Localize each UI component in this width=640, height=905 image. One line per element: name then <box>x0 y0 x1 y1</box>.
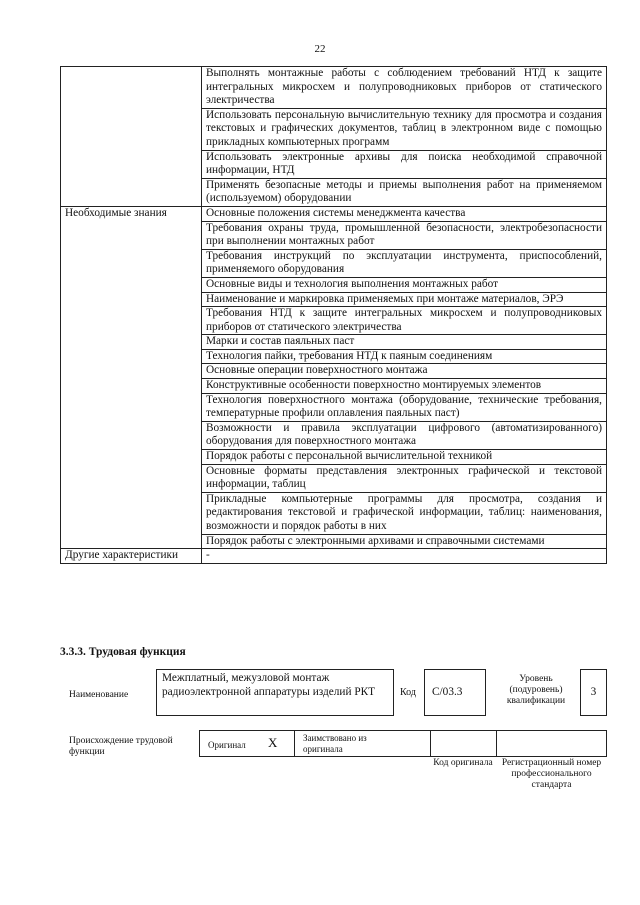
requirement-item: Требования НТД к защите интегральных микросхем и полупроводниковых приборов от статического электричества <box>202 307 607 335</box>
requirement-item: - <box>202 549 607 564</box>
level-value: 3 <box>590 686 597 698</box>
section-title: 3.3.3. Трудовая функция <box>60 646 186 658</box>
code-box <box>424 669 486 716</box>
requirement-item: Требования охраны труда, промышленной безопасности, электробезопасности при выполнении монтажных работ <box>202 221 607 249</box>
original-mark: X <box>268 735 278 750</box>
requirement-item: Использовать персональную вычислительную технику для просмотра и создания текстовых и графических документов, таблиц в электронном виде с помощью прикладных компьютерных программ <box>202 108 607 150</box>
level-label: Уровень (подуровень) квалификации <box>506 674 566 706</box>
requirement-item: Наименование и маркировка применяемых при монтаже материалов, ЭРЭ <box>202 292 607 307</box>
table-row <box>61 67 607 109</box>
requirement-item: Основные виды и технология выполнения монтажных работ <box>202 277 607 292</box>
code-caption: Код оригинала <box>433 758 493 768</box>
requirement-item: Выполнять монтажные работы с соблюдением требований НТД к защите интегральных микросхем и полупроводниковых приборов от статического электричества <box>202 67 607 109</box>
requirement-item: Основные операции поверхностного монтажа <box>202 364 607 379</box>
code-value: C/03.3 <box>432 686 463 698</box>
category-cell <box>61 67 202 207</box>
page-number: 22 <box>314 43 326 55</box>
requirement-item: Требования инструкций по эксплуатации инструмента, приспособлений, применяемого оборудования <box>202 249 607 277</box>
table-row <box>61 206 607 221</box>
requirement-item: Применять безопасные методы и приемы выполнения работ на применяемом (используемом) оборудовании <box>202 178 607 206</box>
name-label: Наименование <box>69 690 129 700</box>
requirement-item: Порядок работы с персональной вычислительной техникой <box>202 450 607 465</box>
requirement-item: Марки и состав паяльных паст <box>202 335 607 350</box>
requirement-item: Основные положения системы менеджмента качества <box>202 206 607 221</box>
reg-caption: Регистрационный номер профессионального стандарта <box>501 758 602 790</box>
requirement-item: Возможности и правила эксплуатации цифрового (автоматизированного) оборудования для поверхностного монтажа <box>202 421 607 449</box>
origin-reg-cell <box>496 730 607 757</box>
borrowed-label: Заимствовано из оригинала <box>303 733 367 754</box>
level-box <box>580 669 607 716</box>
requirement-item: Использовать электронные архивы для поиска необходимой справочной информации, НТД <box>202 150 607 178</box>
origin-code-cell <box>430 730 497 757</box>
requirement-item: Порядок работы с электронными архивами и справочными системами <box>202 534 607 549</box>
requirement-item: Технология пайки, требования НТД к паяным соединениям <box>202 349 607 364</box>
origin-original-cell <box>199 730 295 757</box>
requirement-item: Технология поверхностного монтажа (оборудование, технические требования, температурные профили оплавления паяльных паст) <box>202 393 607 421</box>
requirement-item: Основные форматы представления электронных графической и текстовой информации, таблиц <box>202 464 607 492</box>
function-name: Межплатный, межузловой монтаж радиоэлектронной аппаратуры изделий РКТ <box>162 672 376 698</box>
code-label: Код <box>400 687 416 698</box>
function-name-box <box>156 669 394 716</box>
requirements-table <box>60 66 607 564</box>
requirement-item: Прикладные компьютерные программы для просмотра, создания и редактирования текстовой и графической информации, таблиц: наименования, возможности и порядок работы в них <box>202 492 607 534</box>
category-cell: Необходимые знания <box>61 206 202 548</box>
table-row <box>61 549 607 564</box>
category-cell: Другие характеристики <box>61 549 202 564</box>
original-label: Оригинал <box>208 740 246 750</box>
requirement-item: Конструктивные особенности поверхностно монтируемых элементов <box>202 379 607 394</box>
origin-borrowed-cell <box>294 730 431 757</box>
origin-label: Происхождение трудовой функции <box>69 736 173 757</box>
